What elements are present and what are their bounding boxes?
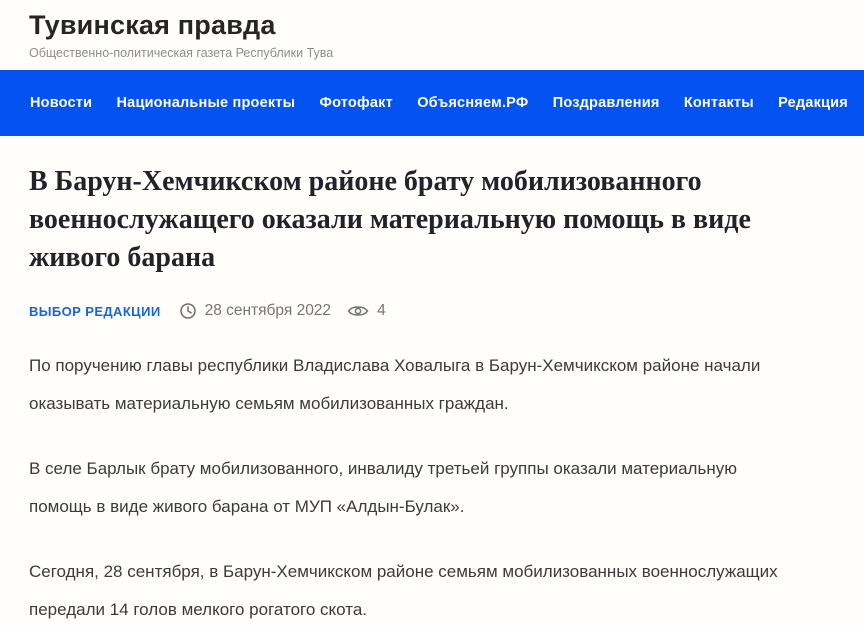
article-paragraph-3: Сегодня, 28 сентября, в Барун-Хемчикском районе семьям мобилизованных военнослужащих передали 14 голов мелкого рогатого скота. xyxy=(29,562,778,619)
article-title: В Барун-Хемчикском районе брату мобилизованного военнослужащего оказали материальную помощь в виде живого барана xyxy=(29,166,751,273)
main-nav xyxy=(0,70,864,136)
nav-item-news[interactable]: Новости xyxy=(30,95,93,111)
site-title[interactable]: Тувинская правда xyxy=(29,10,276,40)
clock-icon xyxy=(179,302,197,320)
article-date: 28 сентября 2022 xyxy=(204,302,332,319)
eye-icon xyxy=(347,303,369,319)
editors-choice-badge[interactable]: ВЫБОР РЕДАКЦИИ xyxy=(29,303,161,319)
nav-item-national-projects[interactable]: Национальные проекты xyxy=(116,95,296,111)
nav-item-explain-rf[interactable]: Объясняем.РФ xyxy=(417,95,529,111)
nav-item-editorial[interactable]: Редакция xyxy=(778,95,848,111)
article-paragraph-1: По поручению главы республики Владислава Ховалыга в Барун-Хемчикском районе начали оказывать материальную семьям мобилизованных граждан. xyxy=(29,356,761,413)
site-header xyxy=(0,0,864,61)
site-tagline: Общественно-политическая газета Республики Тува xyxy=(29,46,334,60)
article-body xyxy=(29,347,834,629)
article-paragraph-2: В селе Барлык брату мобилизованного, инвалиду третьей группы оказали материальную помощь в виде живого барана от МУП «Алдын-Булак». xyxy=(29,459,737,516)
article xyxy=(0,136,864,629)
article-meta xyxy=(29,302,834,320)
view-count: 4 xyxy=(377,302,386,319)
nav-item-congratulations[interactable]: Поздравления xyxy=(552,95,660,111)
nav-item-contacts[interactable]: Контакты xyxy=(683,95,754,111)
nav-item-photofact[interactable]: Фотофакт xyxy=(319,95,393,111)
